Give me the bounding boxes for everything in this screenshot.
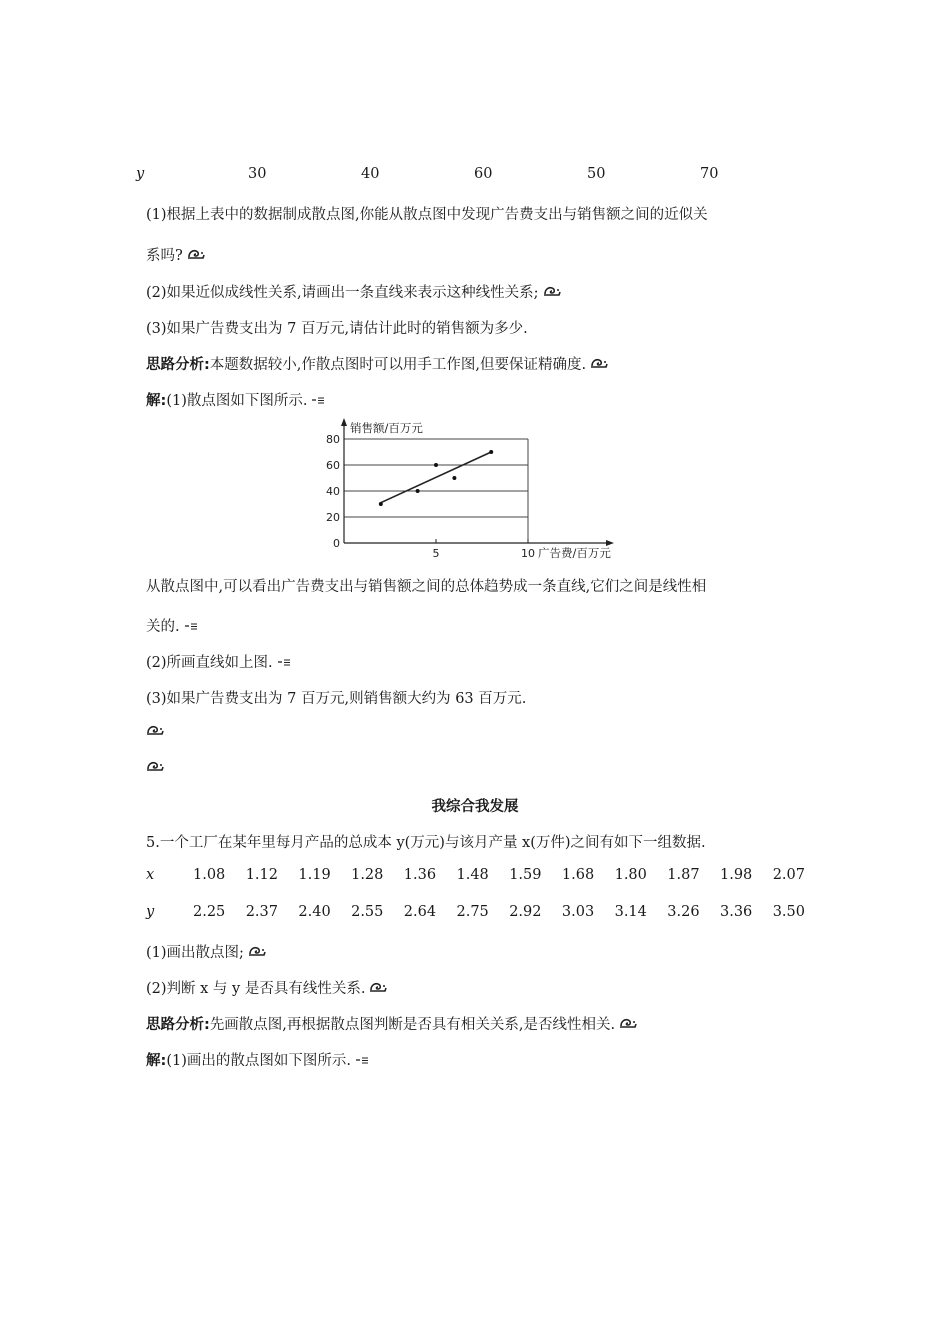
q5-x-value-9: 1.87 [667,867,700,883]
snail-mark-icon [146,760,164,776]
q5-y-value-8: 3.14 [614,904,647,920]
q5-x-label: x [146,867,155,883]
data-point-2 [434,463,438,467]
q4-analysis-text: 本题数据较小,作散点图时可以用手工作图,但要保证精确度. [209,357,587,373]
q5-x-value-2: 1.19 [298,867,331,883]
q5-solution-text: (1)画出的散点图如下图所示. [166,1053,351,1069]
q5-x-value-3: 1.28 [351,867,384,883]
x-axis-label: 广告费/百万元 [538,546,611,560]
y-tick-label-0: 0 [333,537,340,550]
q5-y-value-3: 2.55 [351,904,384,920]
q5-solution [146,1049,369,1070]
y-axis-label: 销售额/百万元 [350,421,423,435]
snail-mark-icon [590,357,608,373]
q5-y-value-5: 2.75 [456,904,489,920]
scatter-chart [310,418,640,566]
snail-mark-icon [248,945,266,961]
top-table-y-value-0: 30 [248,166,267,182]
y-tick-label-60: 60 [326,459,340,472]
q4-part1-line1: (1)根据上表中的数据制成散点图,你能从散点图中发现广告费支出与销售额之间的近似关 [146,207,708,223]
q5-x-value-11: 2.07 [772,867,805,883]
q5-y-label: y [146,904,155,920]
dash-mark-icon [184,619,198,635]
top-table-y-value-4: 70 [700,166,719,182]
q5-y-value-0: 2.25 [193,904,226,920]
q4-part3: (3)如果广告费支出为 7 百万元,请估计此时的销售额为多少. [146,321,528,337]
q5-x-value-8: 1.80 [614,867,647,883]
q5-part1-text: (1)画出散点图; [146,945,244,961]
x-tick-label-10: 10 [521,547,535,560]
q4-part2-text: (2)如果近似成线性关系,请画出一条直线来表示这种线性关系; [146,285,539,301]
q5-part2 [146,977,387,998]
snail-mark-icon [369,981,387,997]
q5-analysis-text: 先画散点图,再根据散点图判断是否具有相关关系,是否线性相关. [209,1017,616,1033]
q5-x-value-0: 1.08 [193,867,226,883]
q5-x-value-7: 1.68 [561,867,595,883]
q4-part1-line2 [146,244,205,265]
data-point-4 [489,450,493,454]
q5-y-value-11: 3.50 [772,904,805,920]
x-tick-label-5: 5 [432,547,440,560]
q4-analysis-label: 思路分析: [146,357,210,373]
q5-y-value-7: 3.03 [561,904,595,920]
q5-analysis-label: 思路分析: [146,1017,210,1033]
fit-line [381,452,491,503]
q5-analysis [146,1013,637,1034]
top-table-y-value-1: 40 [361,166,380,182]
dash-mark-icon [355,1053,369,1069]
snail-mark-icon [543,285,561,301]
q5-part1 [146,941,266,962]
q4-conclusion-line1: 从散点图中,可以看出广告费支出与销售额之间的总体趋势成一条直线,它们之间是线性相 [146,579,707,595]
q4-answer2 [146,651,291,672]
dash-mark-icon [311,393,325,409]
top-table-y-value-2: 60 [474,166,493,182]
data-point-0 [379,502,383,506]
q5-y-value-2: 2.40 [298,904,331,920]
q5-y-value-4: 2.64 [403,904,437,920]
q4-part2 [146,281,561,302]
q5-x-value-5: 1.48 [456,867,489,883]
q5-x-value-10: 1.98 [720,867,753,883]
q4-solution-label: 解: [146,393,167,409]
q4-analysis [146,353,608,374]
q5-y-value-1: 2.37 [245,904,278,920]
q4-conclusion-line2-text: 关的. [146,619,180,635]
snail-mark-icon [619,1017,637,1033]
q4-solution-text: (1)散点图如下图所示. [166,393,308,409]
data-point-3 [452,476,456,480]
q5-x-value-6: 1.59 [509,867,542,883]
y-axis-arrow [341,418,347,426]
q5-x-value-1: 1.12 [245,867,278,883]
snail-mark-icon [146,724,164,740]
section-title: 我综合我发展 [431,799,519,815]
q5-x-value-4: 1.36 [403,867,437,883]
y-tick-label-40: 40 [326,485,340,498]
y-tick-label-20: 20 [326,511,340,524]
snail-mark-line-1 [146,724,164,740]
q4-solution [146,389,325,410]
snail-mark-icon [187,248,205,264]
q4-answer3: (3)如果广告费支出为 7 百万元,则销售额大约为 63 百万元. [146,691,527,707]
q5-stem: 5.一个工厂在某年里每月产品的总成本 y(万元)与该月产量 x(万件)之间有如下一组数据. [146,835,706,851]
dash-mark-icon [277,655,291,671]
q4-part1-line2-text: 系吗? [146,248,183,264]
top-table-y-value-3: 50 [587,166,606,182]
q5-y-value-9: 3.26 [667,904,700,920]
q5-part2-text: (2)判断 x 与 y 是否具有线性关系. [146,981,366,997]
q5-solution-label: 解: [146,1053,167,1069]
q5-y-value-6: 2.92 [509,904,542,920]
snail-mark-line-2 [146,760,164,776]
q4-answer2-text: (2)所画直线如上图. [146,655,273,671]
top-table-y-label: y [136,166,145,182]
q4-conclusion-line2 [146,615,198,636]
data-point-1 [416,489,420,493]
y-tick-label-80: 80 [326,433,340,446]
q5-y-value-10: 3.36 [720,904,753,920]
